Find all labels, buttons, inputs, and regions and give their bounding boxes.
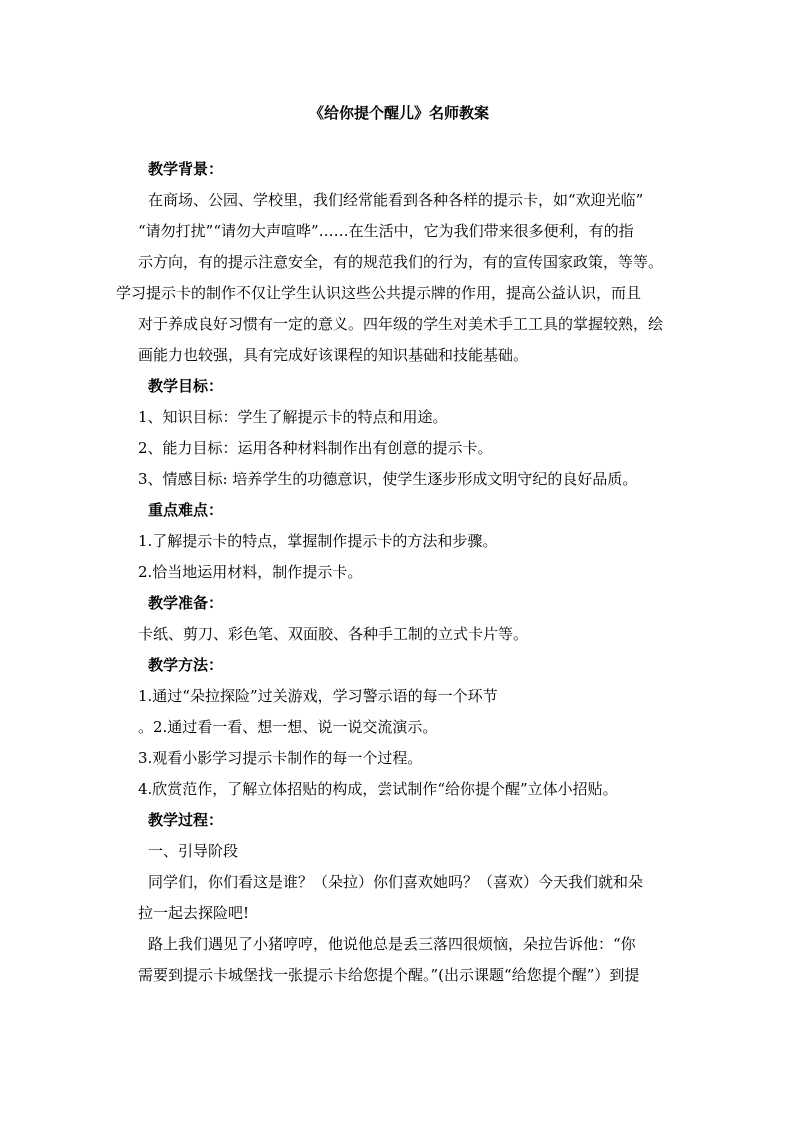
- paragraph-line: 同学们，你们看这是谁？（朵拉）你们喜欢她吗？（喜欢）今天我们就和朵: [148, 873, 644, 891]
- paragraph-line: “请勿打扰”“请勿大声喧哗”……在生活中，它为我们带来很多便利，有的指: [138, 222, 634, 240]
- paragraph-line: 拉一起去探险吧!: [138, 904, 250, 922]
- paragraph-line: 路上我们遇见了小猪哼哼，他说他总是丢三落四很烦恼，朵拉告诉他：“你: [148, 935, 636, 953]
- paragraph-line: 需要到提示卡城堡找一张提示卡给您提个醒。”(出示课题“给您提个醒”）到提: [138, 966, 640, 984]
- document-content: [116, 100, 682, 991]
- list-item: 1.了解提示卡的特点，掌握制作提示卡的方法和步骤。: [138, 532, 498, 550]
- section-heading-methods: 教学方法：: [148, 656, 224, 674]
- subsection-heading: 一、引导阶段: [148, 842, 239, 860]
- section-heading-goals: 教学目标：: [148, 377, 224, 395]
- section-heading-key-points: 重点难点：: [148, 501, 224, 519]
- paragraph-line: 画能力也较强，具有完成好该课程的知识基础和技能基础。: [138, 346, 529, 364]
- document-title: 《给你提个醒儿》名师教案: [308, 104, 489, 122]
- list-item: 3、情感目标: 培养学生的功德意识，使学生逐步形成文明守纪的良好品质。: [138, 470, 638, 488]
- list-item: 。2.通过看一看、想一想、说一说交流演示。: [138, 718, 438, 736]
- list-item: 4.欣赏范作，了解立体招贴的构成，尝试制作“给你提个醒”立体小招贴。: [138, 780, 618, 798]
- paragraph-line: 示方向，有的提示注意安全，有的规范我们的行为，有的宣传国家政策，等等。: [138, 253, 664, 271]
- paragraph-line: 卡纸、剪刀、彩色笔、双面胶、各种手工制的立式卡片等。: [138, 625, 529, 643]
- paragraph-line: 对于养成良好习惯有一定的意义。四年级的学生对美术手工工具的掌握较熟，绘: [138, 315, 664, 333]
- paragraph-line: 学习提示卡的制作不仅让学生认识这些公共提示牌的作用，提高公益认识，而且: [116, 284, 642, 302]
- list-item: 2.恰当地运用材料，制作提示卡。: [138, 563, 363, 581]
- list-item: 1、知识目标：学生了解提示卡的特点和用途。: [138, 408, 448, 426]
- list-item: 1.通过“朵拉探险”过关游戏，学习警示语的每一个环节: [138, 687, 498, 705]
- section-heading-preparation: 教学准备：: [148, 594, 224, 612]
- list-item: 3.观看小影学习提示卡制作的每一个过程。: [138, 749, 423, 767]
- section-heading-process: 教学过程：: [148, 811, 224, 829]
- list-item: 2、能力目标：运用各种材料制作出有创意的提示卡。: [138, 439, 493, 457]
- section-heading-background: 教学背景：: [148, 160, 224, 178]
- paragraph-line: 在商场、公园、学校里，我们经常能看到各种各样的提示卡，如“欢迎光临”: [148, 191, 644, 209]
